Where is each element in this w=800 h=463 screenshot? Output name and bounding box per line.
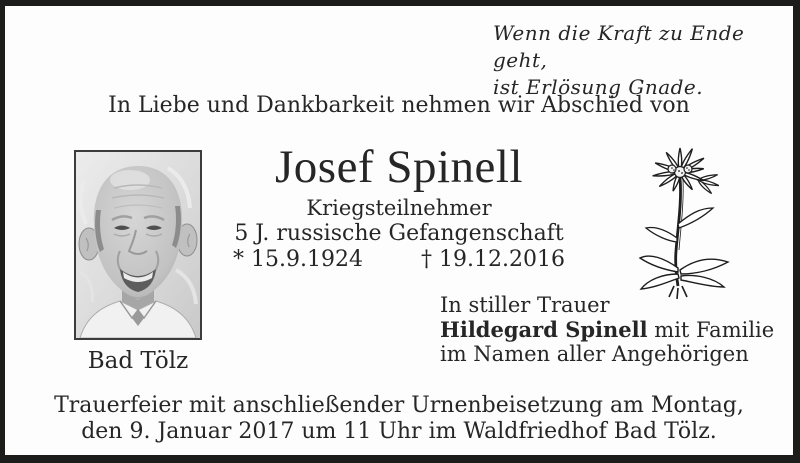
deceased-name: Josef Spinell (274, 141, 524, 193)
mourner-name: Hildegard Spinell (440, 316, 648, 342)
quote-line-1: Wenn die Kraft zu Ende geht, (493, 21, 745, 72)
funeral-line-2: den 9. Januar 2017 um 11 Uhr im Waldfriedhof Bad Tölz. (81, 419, 717, 444)
deceased-detail: 5 J. russische Gefangenschaft (234, 221, 564, 246)
deceased-role: Kriegsteilnehmer (306, 196, 492, 220)
mourners-block (440, 293, 774, 367)
mourning-closing: im Namen aller Angehörigen (440, 342, 749, 367)
intro-line: In Liebe und Dankbarkeit nehmen wir Abschied von (108, 93, 690, 118)
edelweiss-icon (638, 146, 740, 302)
epigraph-quote (493, 20, 793, 101)
death-date: † 19.12.2016 (421, 247, 565, 272)
mourner-suffix: mit Familie (654, 317, 775, 342)
birth-date: * 15.9.1924 (233, 247, 363, 272)
mourner-line (440, 318, 774, 343)
quote-line-2: ist Erlösung Gnade. (493, 75, 704, 99)
mourning-phrase: In stiller Trauer (440, 293, 610, 317)
edelweiss-drawing (638, 146, 740, 302)
photo-caption: Bad Tölz (87, 348, 189, 374)
funeral-line-1: Trauerfeier mit anschließender Urnenbeisetzung am Montag, (54, 393, 744, 418)
funeral-info (5, 393, 793, 445)
